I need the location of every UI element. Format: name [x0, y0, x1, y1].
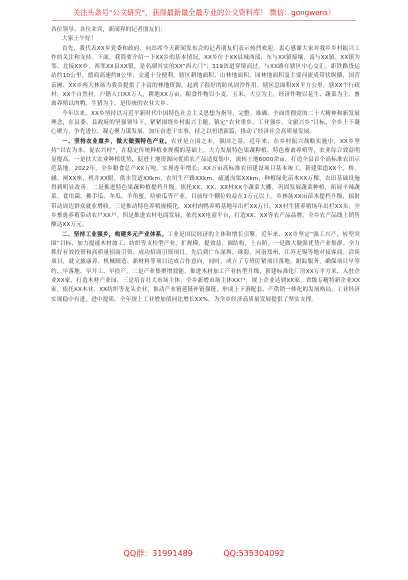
- contact-footer: [0, 548, 408, 559]
- promo-banner: 关注头条号“公文研究”，获得最新最全最专业的公文资料库！ 微信：gongwens）: [72, 8, 336, 17]
- salutation: 大家上午好！: [62, 36, 97, 43]
- banner-divider: [52, 20, 356, 21]
- paragraph-intro: 首先，我代表XX乡党委和政府，向出席今天新闻发布会的记者朋友们表示热烈欢迎，衷心感谢大家对我乡乡村振兴工作的关注和支持。下面，我简要介绍一下XX乡的基本情况。XX乡位于XX县城西部，东与XX镇接壤，南与XX镇、XX镇为邻。北接XX乡，西邻XX县XX镇，是名副其实的XX“西大门”；319省道穿境而过，与XX路在辖区中心交汇，距铁路货运站约10公里，德商高速约8公里，交通十分便利。辖区耕地面积、山林地面积、园林地面积及主要河流成带状纵横，国营苗圃、XX乡两大林场为我乡提供了丰富的林地资源，起到了很好的防风固沙作用。辖区总面积XX平方公里，辖XX个行政村，XX个自然村，户籍人口XX万人，耕地XX万亩，粮食作物以小麦、玉米、大豆为主，经济作物以花生、蔬菜为主，畜禽养殖以肉鸭、生猪为主，是传统的农业大乡。: [51, 45, 360, 108]
- footer-qq: QQ:535304092: [223, 549, 285, 558]
- paragraph-overview: 今年以来，XX乡坚持以习近平新时代中国特色社会主义思想为指导，完整、准确、全面贯彻党的二十大精神和新发展理念，在县委、县政府的坚强领导下，紧紧围绕乡村振兴主题，镇定“农业重乡、工业强乡、文旅兴乡”目标，全乡上下凝心聚力、争先进位，凝心聚力谋发展，加压奋进干实事，持之以恒谱新篇，推动了经济社会高质量发展。: [51, 110, 360, 136]
- section-heading-industry: 二、坚持工业强乡，构建多元产业体系。: [62, 231, 168, 238]
- section-heading-agriculture: 一、坚持农业重乡，做大做强特色产业。: [62, 138, 171, 145]
- greeting: 各位领导、各位来宾，新闻界的记者朋友们：: [51, 27, 166, 33]
- speech-body: [51, 26, 360, 305]
- paragraph-industry: 工业是国民经济的主体和增长引擎。近年来，XX乡坚定“强工兴产，转型突围”目标，加力提速木材加工、纺织等支柱型产业，扩规模、提效益、调结构，上台阶。一是做大做强优势产业集群。全力抓好有效投资和高质量招商引资，成功招商引资项目，先后到广东深圳、珠海，河南郑州，江苏无锡等地对接客商、洽谈项目，就文旅康养、机械制造、新材料等项目达成合作意向，同时，成立了专班盯紧项目落地，跟踪服务，确保项目早签约、早落地、早开工、早投产。二是产业集聚增效能，推进木材加工产业转型升级，新建标准化厂房XX万平方米，入驻企业XX家，打造木材产业园。三是培育壮大市场主体，全乡新增市场主体XX户，规上企业达到XX家，省级专精特新企业XX家。依托XX木业、XX纺织等龙头企业，推动产业链延链补链强链，形成上下游配套、产供销一体化的发展格局，工业经济实现稳中有进、进中提质，全年规上工业增加值同比增长XX%，为全乡经济高质量发展提供了坚实支撑。: [51, 231, 360, 303]
- footer-qq-group: QQ群：31991489: [123, 549, 193, 558]
- paragraph-agriculture: 农业是立国之本，强国之基。近年来，在乡村振兴战略实施中，XX乡坚持“以农为本、促农兴村”，在稳定传统种植业规模的基础上，大力发展特色果蔬种植、特色畜禽养殖等，农业综合效益明显提高。一是扶大农业种植优势，促进土地资源向优质农产品适度集中，流转土地6000余亩，打造全县首个高标准农田示范基地。2022年，全乡粮食总产XX万吨，实现连年增长；XX万亩高标准农田建设项目基本竣工，新建渠道XX个，桥、涵、闸XX座，机井XX眼，供水管道XXkm，农用生产路XXkm，疏通沟渠XXkm，种植绿化苗木XX万棵，农田基础设施得到明显改善。二是推进特色果蔬种植提档升级。依托XX、XX、XX村XX个蔬菜大棚，巩固发展蔬菜种植，拓展辛辣蔬菜、食用菌、佛手瓜、冬瓜、羊角蜜、哈密瓜等产业，目前每个棚位收益在1万元以上。乡林场XX亩苗木提档升级，辐射带动周边群众就业增收。三是推动特色养殖规模化。XX村肉鸭养殖基地年出栏XX万只，XX村生猪养殖场年出栏XX头，全乡畜禽养殖带动农户XX户。四是推进农村电商发展，依托XX电商平台，打造XX、XX等农产品品牌，全乡农产品线上销售额达XX万元。: [51, 138, 360, 229]
